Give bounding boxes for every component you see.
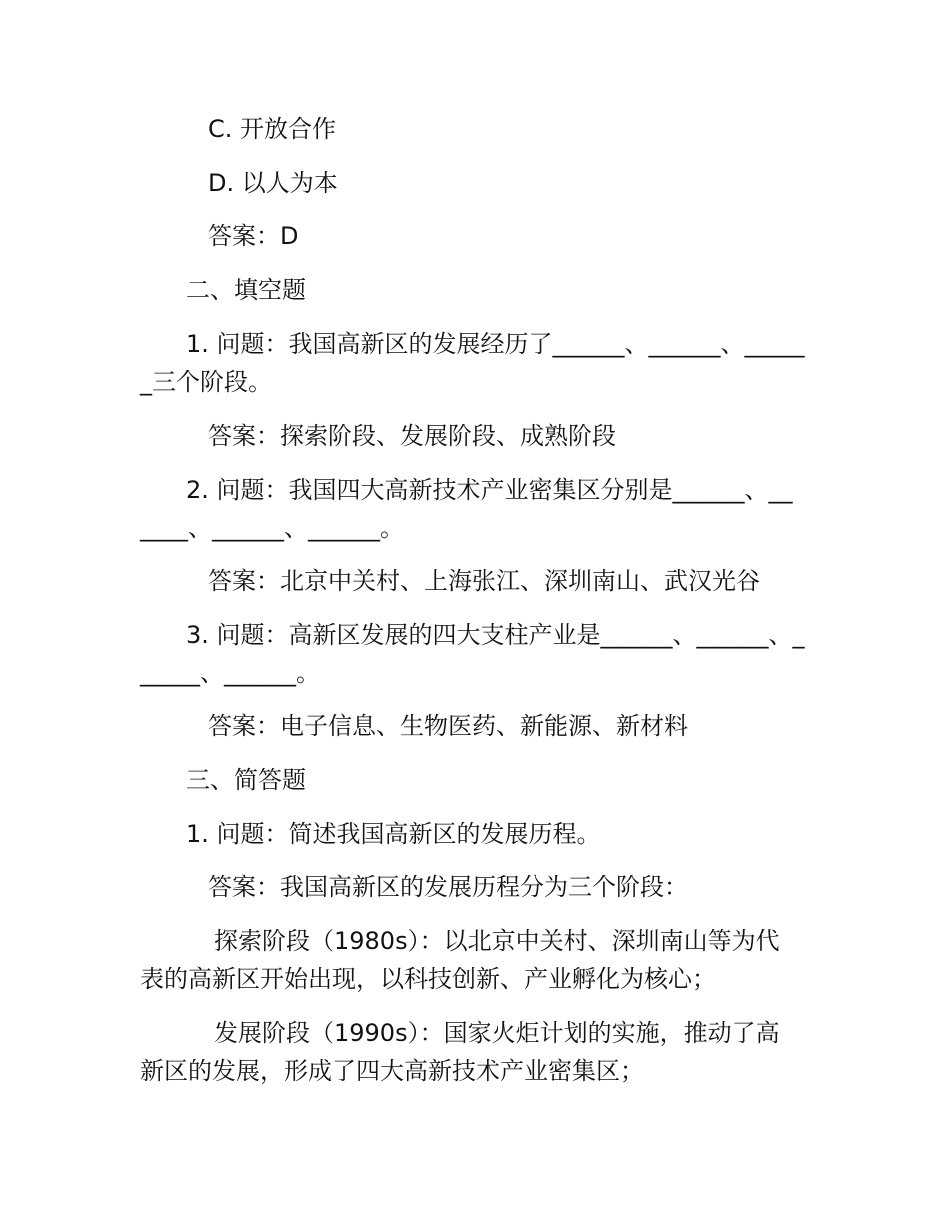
question-3-line-2: _____、______。 [140,659,320,687]
option-d: D. 以人为本 [208,169,338,197]
stage-1-line-2: 表的高新区开始出现，以科技创新、产业孵化为核心； [140,965,716,993]
answer-1: 答案：探索阶段、发展阶段、成熟阶段 [208,422,616,450]
question-2-line-2: ____、______、______。 [140,514,404,542]
short-question-1: 1. 问题：简述我国高新区的发展历程。 [186,820,601,848]
answer-3: 答案：电子信息、生物医药、新能源、新材料 [208,712,688,740]
stage-2-line-1: 发展阶段（1990s）：国家火炬计划的实施，推动了高 [214,1019,780,1047]
section-short-answer: 三、简答题 [186,766,306,794]
question-1-line-2: _三个阶段。 [140,368,272,396]
section-fill-blank: 二、填空题 [186,276,306,304]
question-2-line-1: 2. 问题：我国四大高新技术产业密集区分别是______、__ [186,476,793,504]
short-answer-intro: 答案：我国高新区的发展历程分为三个阶段： [208,873,688,901]
question-3-line-1: 3. 问题：高新区发展的四大支柱产业是______、______、_ [186,621,805,649]
stage-1-line-1: 探索阶段（1980s）：以北京中关村、深圳南山等为代 [214,927,780,955]
answer-2: 答案：北京中关村、上海张江、深圳南山、武汉光谷 [208,567,760,595]
option-c: C. 开放合作 [208,115,337,143]
question-1-line-1: 1. 问题：我国高新区的发展经历了______、______、_____ [186,330,805,358]
answer-choice: 答案：D [208,222,299,250]
stage-2-line-2: 新区的发展，形成了四大高新技术产业密集区； [140,1057,644,1085]
